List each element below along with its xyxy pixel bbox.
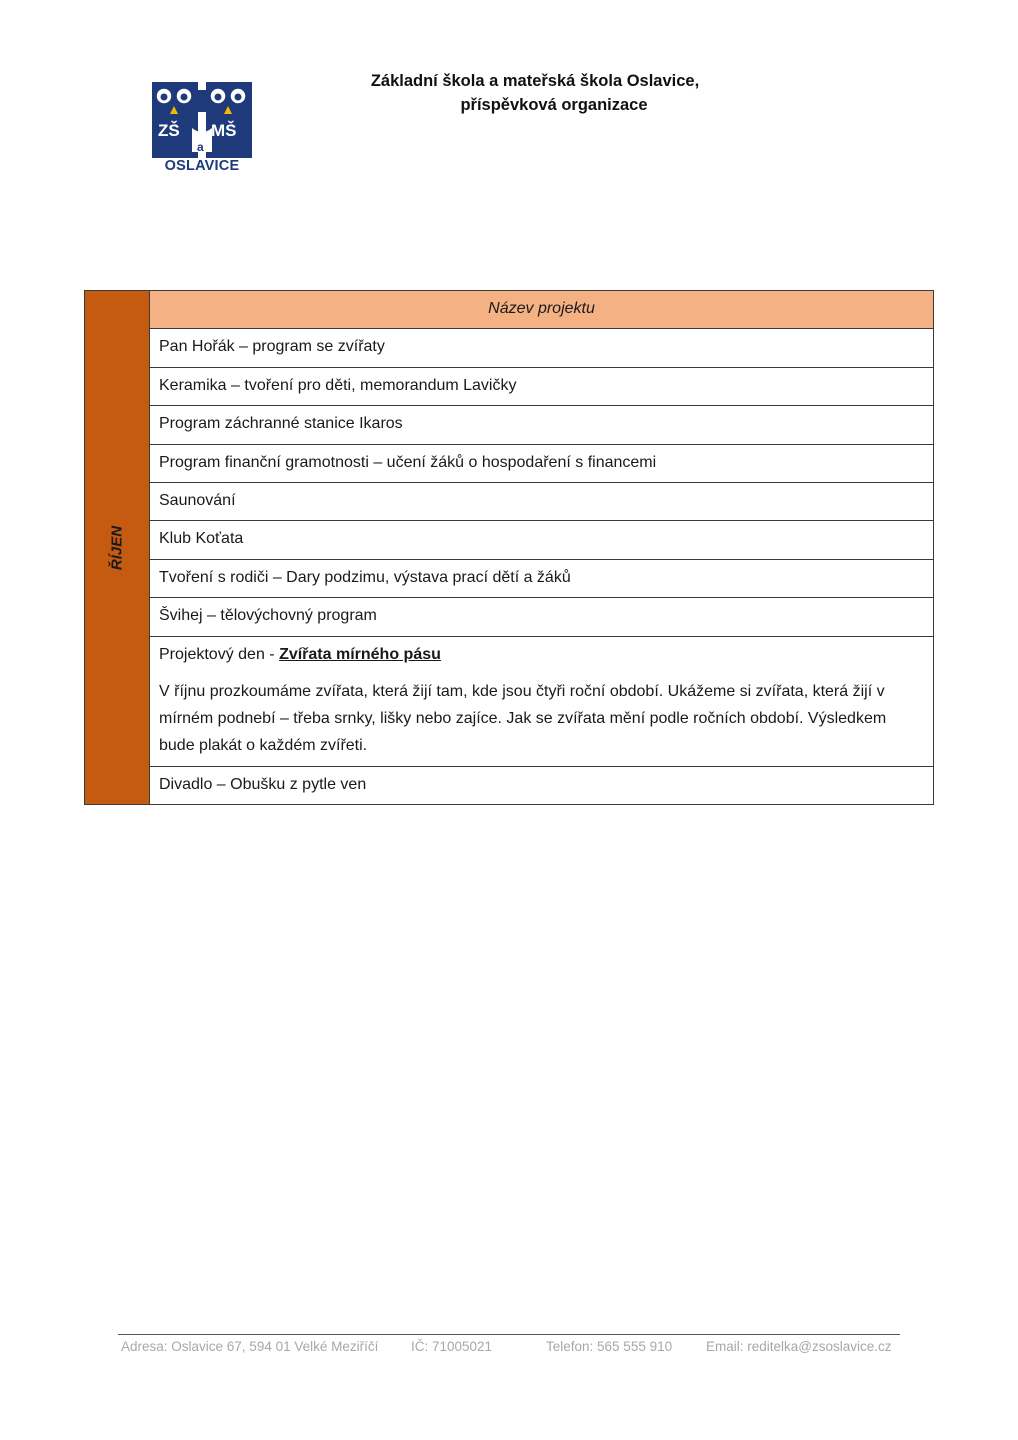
footer-divider: [118, 1334, 900, 1335]
logo-a-text: a: [197, 140, 204, 154]
logo-ms-text: MŠ: [211, 121, 237, 140]
footer-ic: IČ: 71005021: [411, 1339, 493, 1354]
footer-phone: Telefon: 565 555 910: [546, 1339, 673, 1354]
month-label: ŘÍJEN: [108, 525, 126, 570]
project-day-title-link[interactable]: Zvířata mírného pásu: [279, 645, 441, 663]
school-name-line1: Základní škola a mateřská škola Oslavice,: [370, 72, 700, 90]
footer-address: Adresa: Oslavice 67, 594 01 Velké Meziříčí: [121, 1339, 379, 1354]
logo-oslavice-text: OSLAVICE: [164, 158, 240, 174]
project-day-heading: [159, 641, 924, 668]
table-row: Pan Hořák – program se zvířaty: [150, 329, 933, 367]
logo-zs-text: ZŠ: [158, 121, 180, 140]
column-header: Název projektu: [150, 291, 933, 329]
month-column: [85, 291, 150, 804]
table-row: Klub Koťata: [150, 521, 933, 559]
project-schedule-table: [84, 290, 934, 805]
table-row: Divadlo – Obušku z pytle ven: [159, 775, 367, 793]
project-day-description: V říjnu prozkoumáme zvířata, která žijí tam, kde jsou čtyři roční období. Ukážeme si zvířata, která žijí v mírném podnebí – třeba srnky, lišky nebo zajíce. Jak se zvířata mění podle ročních období. Výsledkem bude plakát o každém zvířeti.: [159, 682, 887, 754]
footer-email: Email: reditelka@zsoslavice.cz: [706, 1339, 892, 1354]
table-row: Saunování: [150, 483, 933, 521]
table-row: Švihej – tělovýchovný program: [150, 598, 933, 636]
project-day-prefix: Projektový den -: [159, 645, 280, 663]
table-row: Tvoření s rodiči – Dary podzimu, výstava prací dětí a žáků: [150, 560, 933, 598]
school-name-line2: příspěvková organizace: [460, 96, 648, 114]
project-day-row: [150, 637, 933, 767]
table-row: Keramika – tvoření pro děti, memorandum Lavičky: [150, 368, 933, 406]
table-row: Program záchranné stanice Ikaros: [150, 406, 933, 444]
table-row: Program finanční gramotnosti – učení žáků o hospodaření s financemi: [150, 445, 933, 483]
school-logo: [152, 82, 252, 174]
school-name: [300, 69, 770, 117]
project-rows: [150, 291, 933, 805]
